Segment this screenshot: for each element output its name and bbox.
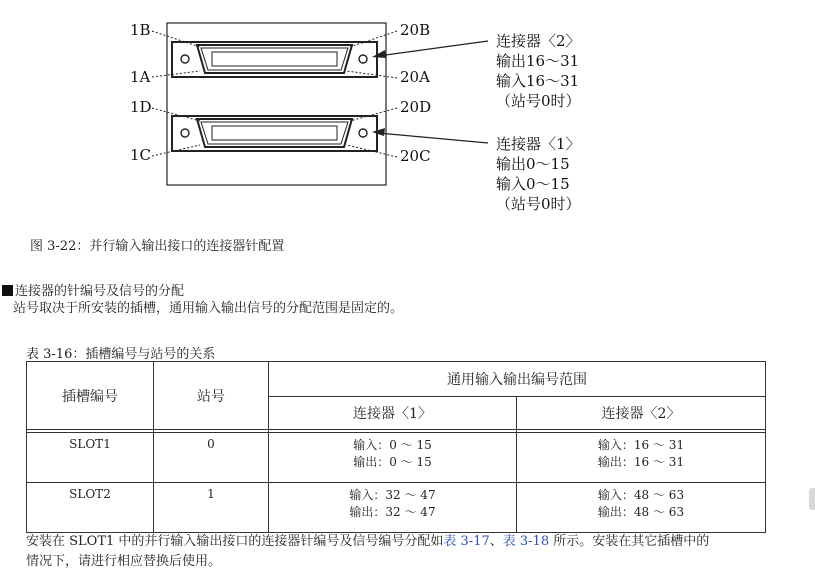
table-row [27,483,766,533]
io-range: 输出：0 ～ 15 [353,455,432,469]
footer-text-a: 安装在 SLOT1 中的并行输入输出接口的连接器针编号及信号编号分配如 [26,534,444,549]
connector-2-input: 输入16～31 [496,72,580,90]
io-range: 输出：32 ～ 47 [349,505,436,519]
header-range: 通用输入输出编号范围 [269,362,766,397]
connector-2-output: 输出16～31 [496,52,580,70]
page-edge-tab [809,488,815,510]
slot-cell: SLOT1 [27,433,154,483]
connector-2-arrow [372,41,488,58]
io-range: 输入：0 ～ 15 [353,438,432,452]
table-3-17-link[interactable]: 表 3-17 [443,534,490,549]
connector-1-output: 输出0～15 [496,155,570,173]
connector-1-arrow [372,128,488,143]
pin-label-20c: 20C [400,147,431,165]
footer-paragraph-line-2: 情况下，请进行相应替换后使用。 [26,554,222,569]
pin-label-1b: 1B [130,21,151,39]
connector-1-input: 输入0～15 [496,175,570,193]
connector-1-shape [172,116,377,151]
pin-label-20a: 20A [400,68,430,86]
io-range: 输入：48 ～ 63 [597,488,685,502]
station-cell: 0 [154,433,269,483]
slot-station-table [26,361,766,533]
connector-1-station: （站号0时） [496,195,581,213]
pin-label-1c: 1C [130,146,152,164]
connector-2-station: （站号0时） [496,92,581,110]
io-range: 输入：16 ～ 31 [597,438,685,452]
io-range: 输出：48 ～ 63 [597,505,685,519]
connector-2-cell [517,483,766,533]
header-slot: 插槽编号 [27,362,154,430]
black-square-bullet-icon [2,285,13,296]
pin-label-20d: 20D [400,98,432,116]
connector-2-cell [517,433,766,483]
io-range: 输出：16 ～ 31 [597,455,685,469]
table-3-18-link[interactable]: 表 3-18 [502,534,550,549]
connector-1-cell [269,433,517,483]
station-cell: 1 [154,483,269,533]
connector-pin-diagram [0,0,815,225]
footer-text-b: 所示。安装在其它插槽中的 [549,534,710,549]
connector-2-shape [172,42,377,77]
table-row [27,433,766,483]
header-connector-2: 连接器〈2〉 [517,397,766,430]
io-range: 输入：32 ～ 47 [349,488,436,502]
slot-cell: SLOT2 [27,483,154,533]
connector-1-cell [269,483,517,533]
header-station: 站号 [154,362,269,430]
footer-paragraph-line-1 [26,530,709,549]
pin-label-1d: 1D [130,98,152,116]
pin-label-20b: 20B [400,21,431,39]
footer-separator: 、 [489,534,503,549]
connector-1-name: 连接器〈1〉 [496,135,581,153]
figure-caption: 图 3-22：并行输入输出接口的连接器针配置 [30,239,285,254]
connector-2-name: 连接器〈2〉 [496,32,581,50]
pin-label-1a: 1A [130,68,151,86]
section-title-text: 连接器的针编号及信号的分配 [15,284,185,299]
table-caption: 表 3-16：插槽编号与站号的关系 [26,347,216,362]
section-paragraph: 站号取决于所安装的插槽，通用输入输出信号的分配范围是固定的。 [13,301,404,316]
header-connector-1: 连接器〈1〉 [269,397,517,430]
